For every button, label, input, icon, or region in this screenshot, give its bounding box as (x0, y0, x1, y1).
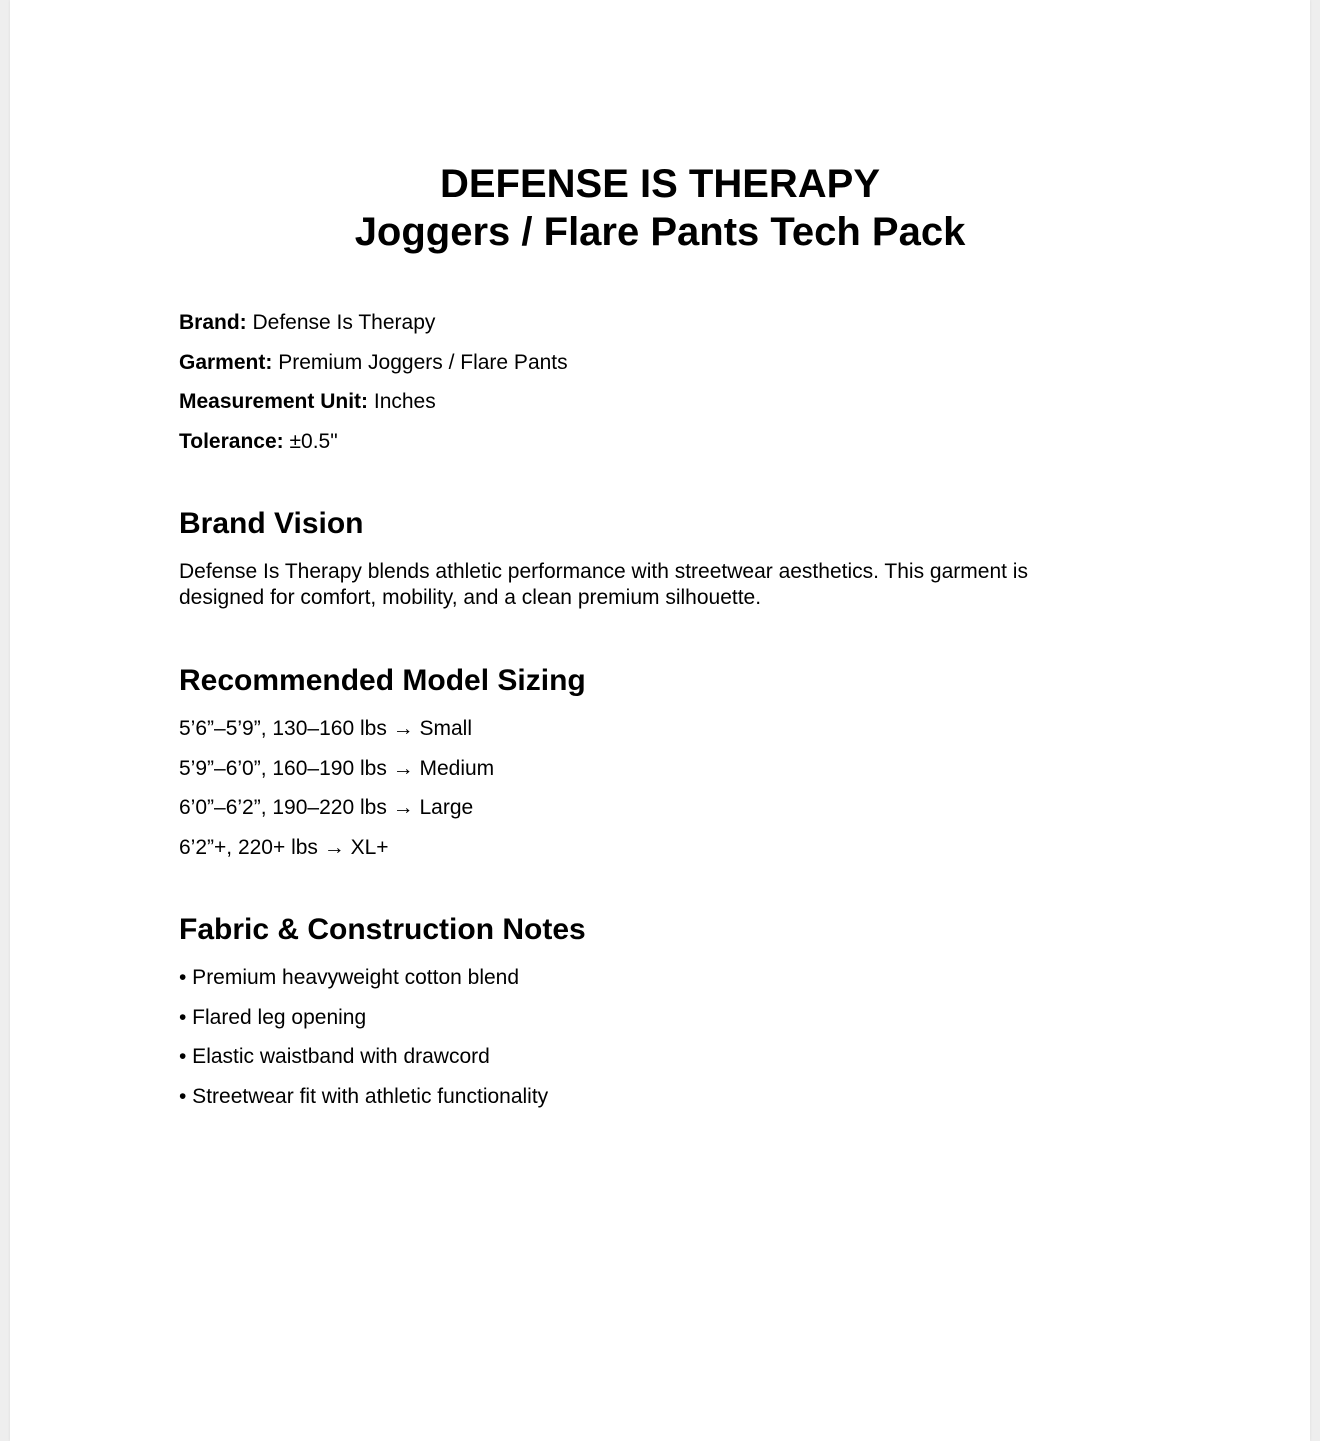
model-sizing-list (179, 714, 494, 872)
meta-garment (179, 348, 568, 388)
title-line-brand: DEFENSE IS THERAPY (439, 162, 881, 206)
brand-vision-text: Defense Is Therapy blends athletic performance with streetwear aesthetics. This garment is designed for comfort, mobility, and a clean premium silhouette. (179, 560, 1028, 609)
meta-value: Defense Is Therapy (246, 311, 436, 334)
list-item: 5’9”–6’0”, 160–190 lbs → Medium (179, 756, 495, 780)
list-item: 5’6”–5’9”, 130–160 lbs → Small (179, 717, 472, 740)
model-sizing-heading: Recommended Model Sizing (179, 664, 586, 697)
list-item: • Premium heavyweight cotton blend (179, 966, 520, 989)
meta-label: Garment: (179, 350, 273, 374)
list-item: • Streetwear fit with athletic functionality (179, 1084, 549, 1108)
metadata-block (179, 308, 568, 466)
meta-value: ±0.5" (283, 429, 338, 453)
list-item: 6’0”–6’2”, 190–220 lbs → Large (179, 796, 474, 819)
fabric-notes-list (179, 963, 548, 1121)
meta-label: Measurement Unit: (179, 390, 369, 413)
brand-vision-heading: Brand Vision (179, 507, 364, 540)
list-item: • Flared leg opening (179, 1005, 367, 1029)
meta-value: Premium Joggers / Flare Pants (272, 350, 568, 374)
list-item: • Elastic waistband with drawcord (179, 1045, 490, 1068)
list-item: 6’2”+, 220+ lbs → XL+ (179, 835, 389, 859)
title-line-subtitle: Joggers / Flare Pants Tech Pack (354, 210, 966, 254)
meta-label: Tolerance: (179, 429, 284, 453)
meta-label: Brand: (179, 311, 247, 334)
meta-tolerance (179, 427, 568, 467)
document-title (10, 160, 1310, 256)
meta-value: Inches (368, 390, 436, 413)
document-page (10, 0, 1310, 1441)
meta-brand (179, 308, 568, 348)
meta-measurement-unit (179, 387, 568, 427)
fabric-notes-heading: Fabric & Construction Notes (179, 913, 586, 946)
